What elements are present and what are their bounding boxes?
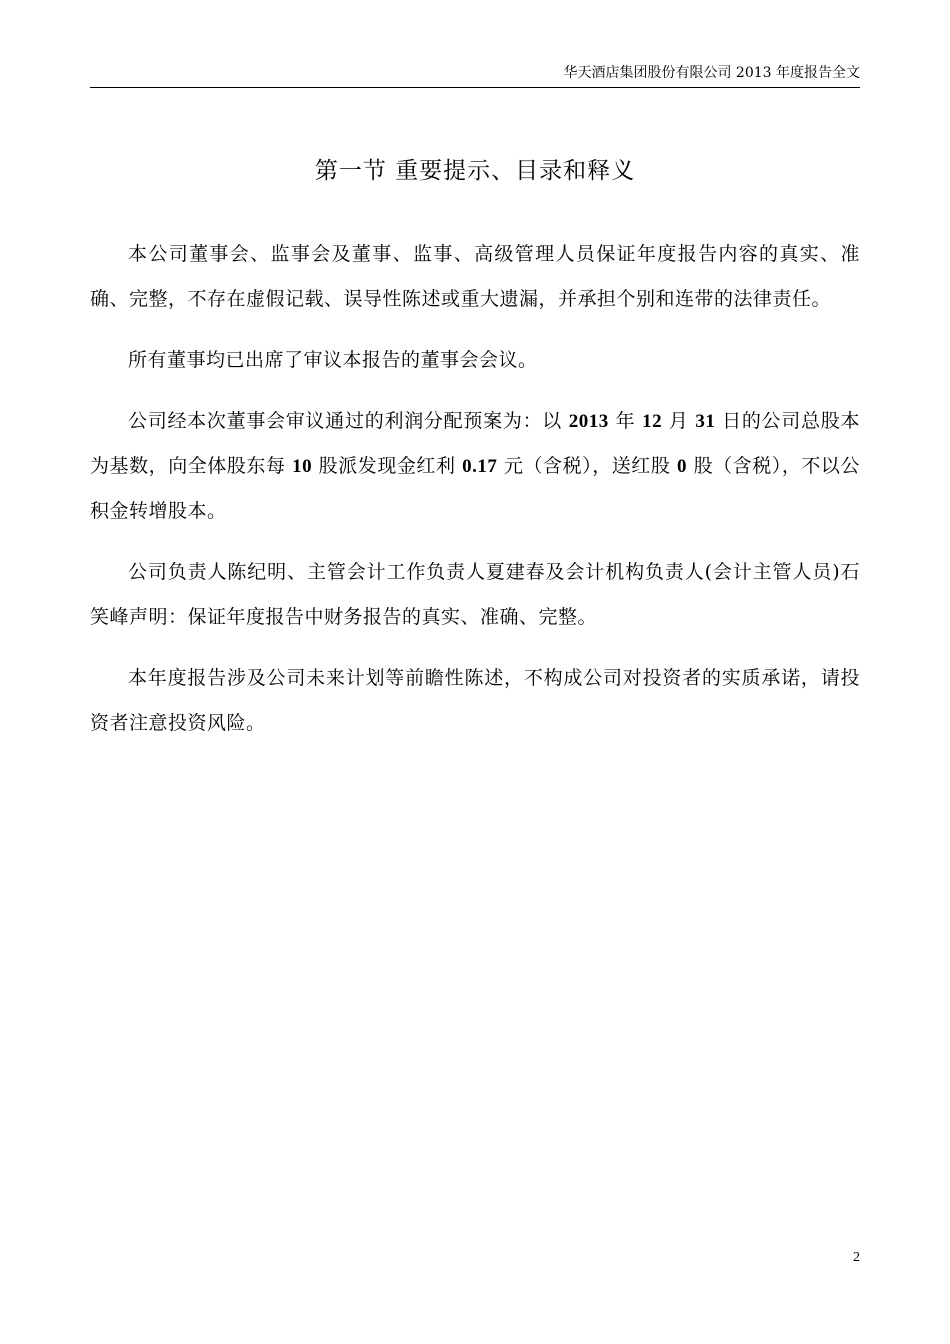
text-segment: 年 (608, 410, 643, 432)
text-segment: 股派发现金红利 (312, 455, 463, 477)
bold-number: 12 (642, 411, 663, 432)
bold-number: 10 (292, 456, 313, 477)
paragraph-officer-declaration: 公司负责人陈纪明、主管会计工作负责人夏建春及会计机构负责人(会计主管人员)石笑峰声明：保证年度报告中财务报告的真实、准确、完整。 (90, 561, 860, 628)
paragraph-board-attendance: 所有董事均已出席了审议本报告的董事会会议。 (128, 349, 538, 371)
text-segment: 股（含税），不以公积金转增股本。 (90, 455, 860, 522)
text-segment: 日的公司总股本为基数，向全体股东每 (90, 410, 860, 477)
paragraph-responsibility-statement: 本公司董事会、监事会及董事、监事、高级管理人员保证年度报告内容的真实、准确、完整，不存在虚假记载、误导性陈述或重大遗漏，并承担个别和连带的法律责任。 (90, 243, 860, 310)
text-segment: 元（含税），送红股 (497, 455, 677, 477)
body-text (90, 232, 860, 762)
header-rule (90, 87, 860, 88)
paragraph-forward-looking-risk: 本年度报告涉及公司未来计划等前瞻性陈述，不构成公司对投资者的实质承诺，请投资者注意投资风险。 (90, 667, 860, 734)
section-title: 第一节 重要提示、目录和释义 (314, 158, 636, 184)
bold-number: 2013 (568, 411, 609, 432)
bold-number: 31 (695, 411, 716, 432)
bold-number: 0 (677, 456, 687, 477)
bold-number: 0.17 (462, 456, 498, 477)
text-segment: 月 (662, 410, 696, 432)
text-segment: 公司经本次董事会审议通过的利润分配预案为：以 (128, 410, 569, 432)
paragraph-profit-distribution (90, 399, 860, 534)
running-header: 华天酒店集团股份有限公司 2013 年度报告全文 (563, 65, 860, 81)
page-number: 2 (853, 1250, 860, 1265)
